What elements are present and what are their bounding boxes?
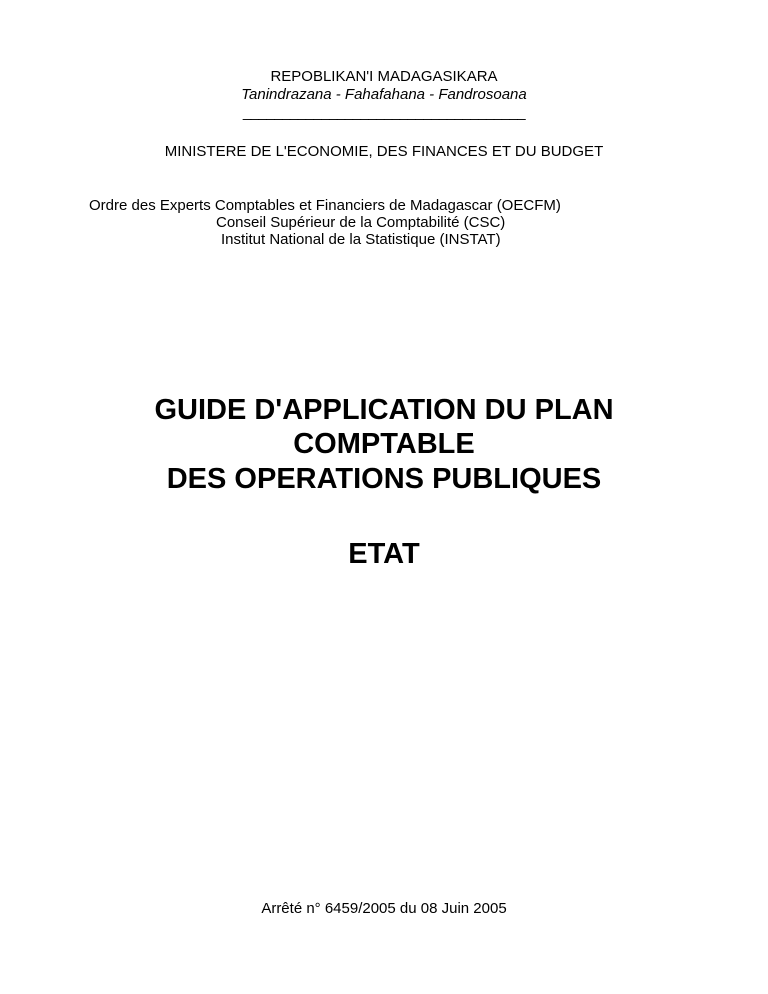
organization-instat: Institut National de la Statistique (INSTAT) <box>221 231 501 248</box>
organization-csc: Conseil Supérieur de la Comptabilité (CSC) <box>216 214 506 231</box>
document-subtitle: ETAT <box>348 538 420 570</box>
document-title-line-2: COMPTABLE <box>293 428 475 460</box>
organization-oecfm: Ordre des Experts Comptables et Financiers de Madagascar (OECFM) <box>89 197 561 214</box>
header-separator: ____________________________________ <box>242 104 526 121</box>
ministry-name: MINISTERE DE L'ECONOMIE, DES FINANCES ET DU BUDGET <box>164 143 604 160</box>
document-title-line-3: DES OPERATIONS PUBLIQUES <box>166 463 602 495</box>
document-title-line-1: GUIDE D'APPLICATION DU PLAN <box>154 394 614 426</box>
national-motto: Tanindrazana - Fahafahana - Fandrosoana <box>241 86 527 103</box>
decree-reference: Arrêté n° 6459/2005 du 08 Juin 2005 <box>261 900 507 917</box>
country-name: REPOBLIKAN'I MADAGASIKARA <box>270 68 498 85</box>
